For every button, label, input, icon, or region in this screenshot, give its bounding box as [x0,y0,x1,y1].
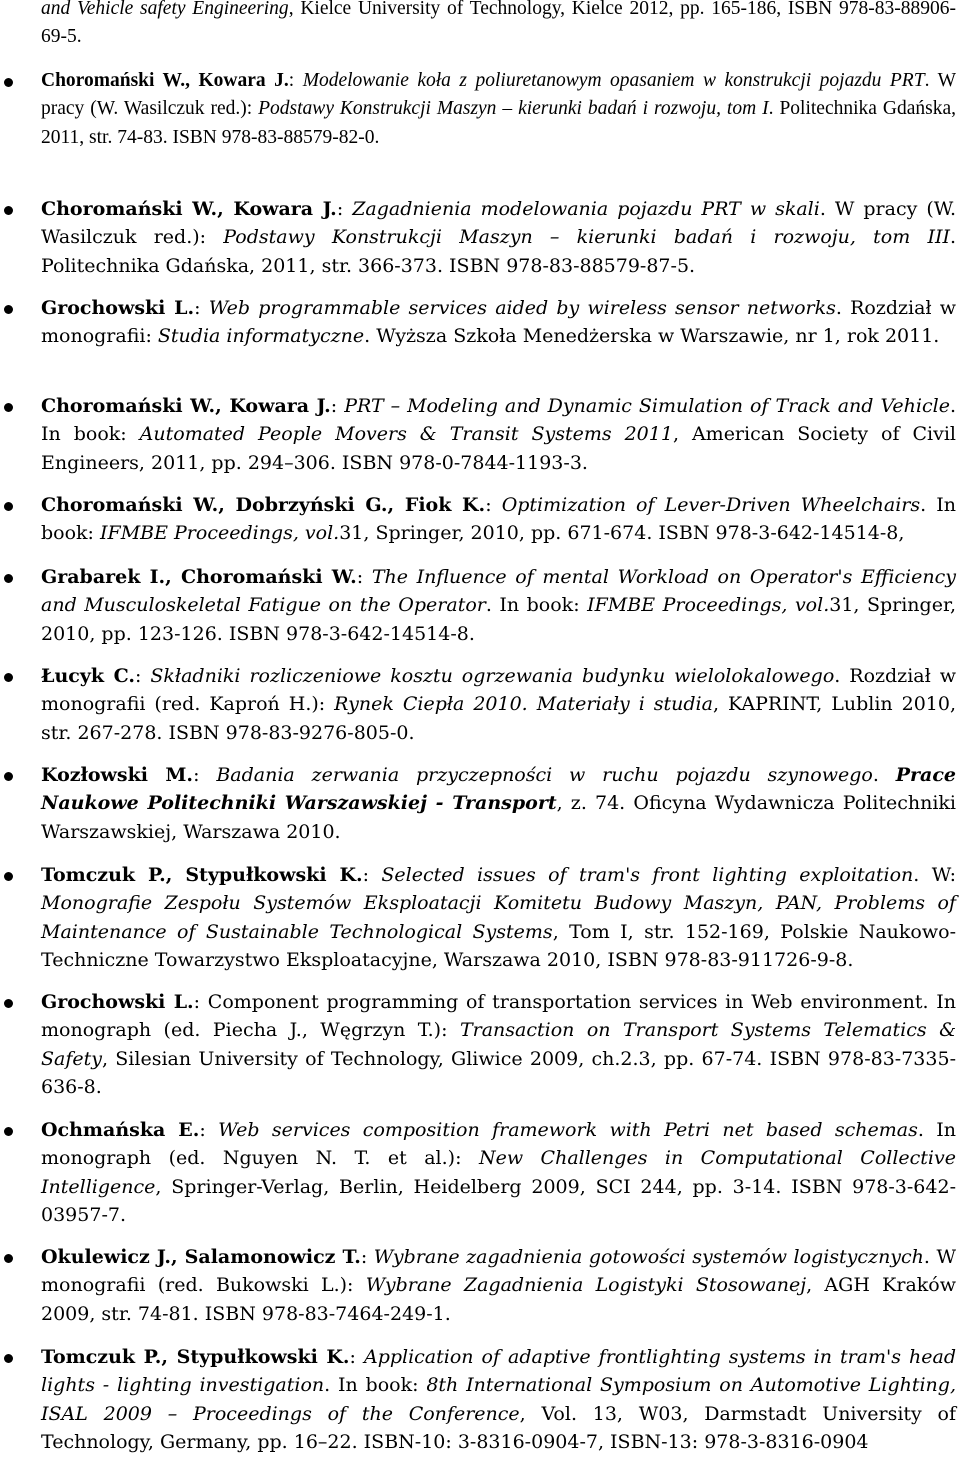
ref-8-span-4: Prace Naukowe Politechniki Warszawskiej - Transport [41,764,956,815]
bullet-icon [4,1354,13,1363]
ref-4-span-0: Choromański W., Kowara J. [41,395,331,417]
reference-text [41,988,956,1101]
ref-6-span-3: . In book: [485,594,588,617]
ref-2-span-4: Podstawy Konstrukcji Maszyn – kierunki badań i rozwoju, tom III [223,226,950,249]
bullet-icon [4,772,13,781]
reference-text [41,67,956,152]
reference-text [41,392,956,477]
reference-text [41,294,956,351]
reference-text [41,1116,956,1229]
ref-7-span-0: Łucyk C. [41,665,136,687]
ref-1-span-5: . Politechnika Gdańska, 2011, str. 74-83. ISBN 978-83-88579-82-0. [41,98,956,148]
ref-13-span-1: : [349,1346,364,1368]
ref-5-span-5: 31, Springer, 2010, pp. 671-674. ISBN 978-3-642-14514-8, [339,522,905,545]
ref-13-span-0: Tomczuk P., Stypułkowski K. [41,1346,350,1368]
bullet-icon [4,1254,13,1263]
ref-13-span-3: . In book: [324,1374,427,1397]
ref-12-span-1: : [360,1246,374,1268]
ref-1-span-2: Modelowanie koła z poliuretanowym opasaniem w konstrukcji pojazdu PRT [302,70,925,91]
ref-8-span-2: Badania zerwania przyczepności w ruchu pojazdu szynowego [216,764,873,786]
bullet-icon [4,206,13,215]
ref-8-span-1: : [193,764,217,786]
reference-text [41,1343,956,1456]
ref-0-span-1: , Kielce University of Technology, Kielce 2012, pp. 165-186, ISBN 978-83-88906-69-5. [41,0,956,48]
ref-7-span-3: . Rozdział w monografii (red. Kaproń H.): [41,665,956,716]
ref-9-span-2: Selected issues of tram's front lighting exploitation [381,864,914,886]
ref-6-span-1: : [356,566,372,588]
ref-6-span-5: 31, Springer, 2010, pp. 123-126. ISBN 978-3-642-14514-8. [41,594,956,645]
ref-8-span-3: . [872,764,896,786]
ref-11-span-0: Ochmańska E. [41,1119,200,1141]
ref-9-span-0: Tomczuk P., Stypułkowski K. [41,864,363,886]
ref-10-span-0: Grochowski L. [41,991,194,1013]
ref-7-span-4: Rynek Ciepła 2010. Materiały i studia [334,693,713,716]
ref-4-span-5: , American Society of Civil Engineers, 2011, pp. 294–306. ISBN 978-0-7844-1193-3. [41,423,956,474]
ref-8-span-0: Kozłowski M. [41,764,194,786]
ref-2-span-1: : [336,198,353,220]
ref-5-span-0: Choromański W., Dobrzyński G., Fiok K. [41,494,486,516]
ref-4-span-3: . In book: [41,395,956,446]
ref-2-span-3: . W pracy (W. Wasilczuk red.): [41,198,956,249]
ref-4-span-1: : [330,395,345,417]
ref-1-span-4: Podstawy Konstrukcji Maszyn – kierunki badań i rozwoju, tom I [258,98,769,120]
ref-13-span-5: , Vol. 13, W03, Darmstadt University of Technology, Germany, pp. 16–22. ISBN-10: 3-8316-0904-7, ISBN-13: 978-3-8316-0904 [41,1402,956,1453]
ref-4-span-2: PRT – Modeling and Dynamic Simulation of Track and Vehicle [344,395,950,417]
ref-5-span-3: . In book: [41,494,956,545]
ref-9-span-5: , Tom I, str. 152-169, Polskie Naukowo-Techniczne Towarzystwo Eksploatacyjne, Warszawa 2010, ISBN 978-83-911726-9-8. [41,920,956,971]
ref-3-span-4: Studia informatyczne [157,325,365,348]
ref-7-span-1: : [135,665,151,687]
ref-6-span-0: Grabarek I., Choromański W. [41,566,357,588]
ref-12-span-2: Wybrane zagadnienia gotowości systemów logistycznych [373,1246,924,1268]
ref-9-span-4: Monografie Zespołu Systemów Eksploatacji Komitetu Budowy Maszyn, PAN, Problems of Maintenance of Sustainable Technological Systems [41,892,956,943]
bullet-icon [4,574,13,583]
ref-12-span-0: Okulewicz J., Salamonowicz T. [41,1246,361,1268]
bullet-icon [4,305,13,314]
bullet-icon [4,673,13,682]
ref-3-span-3: . Rozdział w monografii: [41,297,956,348]
reference-continuation [41,0,956,52]
ref-12-span-4: Wybrane Zagadnienia Logistyki Stosowanej [365,1274,807,1297]
ref-2-span-5: . Politechnika Gdańska, 2011, str. 366-373. ISBN 978-83-88579-87-5. [41,226,957,277]
ref-10-span-1: : Component programming of transportation services in Web environment. In monograph (ed. Piecha J., Węgrzyn T.): [41,991,956,1042]
ref-10-span-3: , Silesian University of Technology, Gliwice 2009, ch.2.3, pp. 67-74. ISBN 978-83-7335-636-8. [41,1047,956,1098]
ref-11-span-2: Web services composition framework with Petri net based schemas [218,1119,918,1141]
reference-text [41,1243,956,1328]
ref-11-span-5: , Springer-Verlag, Berlin, Heidelberg 2009, SCI 244, pp. 3-14. ISBN 978-3-642-03957-7. [41,1175,956,1226]
ref-9-span-3: . W: [913,864,956,886]
ref-0-span-0: and Vehicle safety Engineering [41,0,289,19]
reference-text [41,861,956,974]
ref-1-span-0: Choromański W., Kowara J. [41,70,289,91]
ref-6-span-4: IFMBE Proceedings, vol. [587,594,830,617]
ref-5-span-2: Optimization of Lever-Driven Wheelchairs [501,494,921,516]
ref-2-span-0: Choromański W., Kowara J. [41,198,337,220]
ref-1-span-1: : [288,70,303,91]
ref-3-span-0: Grochowski L. [41,297,195,319]
ref-10-span-2: Transaction on Transport Systems Telematics & Safety [41,1019,956,1070]
ref-3-span-1: : [194,297,209,319]
ref-8-span-5: , z. 74. Oficyna Wydawnicza Politechniki Warszawskiej, Warszawa 2010. [41,792,956,843]
bullet-icon [4,999,13,1008]
bullet-icon [4,403,13,412]
bullet-icon [4,872,13,881]
ref-7-span-5: , KAPRINT, Lublin 2010, str. 267-278. ISBN 978-83-9276-805-0. [41,693,957,744]
reference-text [41,563,956,648]
ref-11-span-1: : [199,1119,219,1141]
ref-4-span-4: Automated People Movers & Transit Systems 2011 [139,423,673,446]
reference-text [41,491,956,548]
ref-3-span-2: Web programmable services aided by wireless sensor networks [208,297,836,319]
reference-text [41,195,956,280]
ref-13-span-4: 8th International Symposium on Automotive Lighting, ISAL 2009 – Proceedings of the Conference [41,1374,956,1425]
ref-3-span-5: . Wyższa Szkoła Menedżerska w Warszawie, nr 1, rok 2011. [364,325,940,348]
ref-11-span-3: . In monograph (ed. Nguyen N. T. et al.): [41,1119,956,1170]
ref-13-span-2: Application of adaptive frontlighting systems in tram's head lights - lighting investigation [41,1346,956,1397]
bullet-icon [4,78,13,87]
reference-text [41,662,956,747]
ref-12-span-3: . W monografii (red. Bukowski L.): [41,1246,956,1297]
ref-2-span-2: Zagadnienia modelowania pojazdu PRT w skali [352,198,820,220]
ref-6-span-2: The Influence of mental Workload on Operator's Efficiency and Musculoskeletal Fatigue on the Operator [41,566,956,617]
bullet-icon [4,1127,13,1136]
ref-9-span-1: : [362,864,382,886]
reference-text [41,761,956,846]
ref-7-span-2: Składniki rozliczeniowe kosztu ogrzewania budynku wielolokalowego [150,665,835,687]
bullet-icon [4,502,13,511]
ref-1-span-3: . W pracy (W. Wasilczuk red.): [41,70,956,120]
ref-11-span-4: New Challenges in Computational Collective Intelligence [41,1147,956,1198]
ref-5-span-1: : [485,494,502,516]
ref-5-span-4: IFMBE Proceedings, vol. [100,522,340,545]
ref-12-span-5: , AGH Kraków 2009, str. 74-81. ISBN 978-83-7464-249-1. [41,1274,956,1325]
